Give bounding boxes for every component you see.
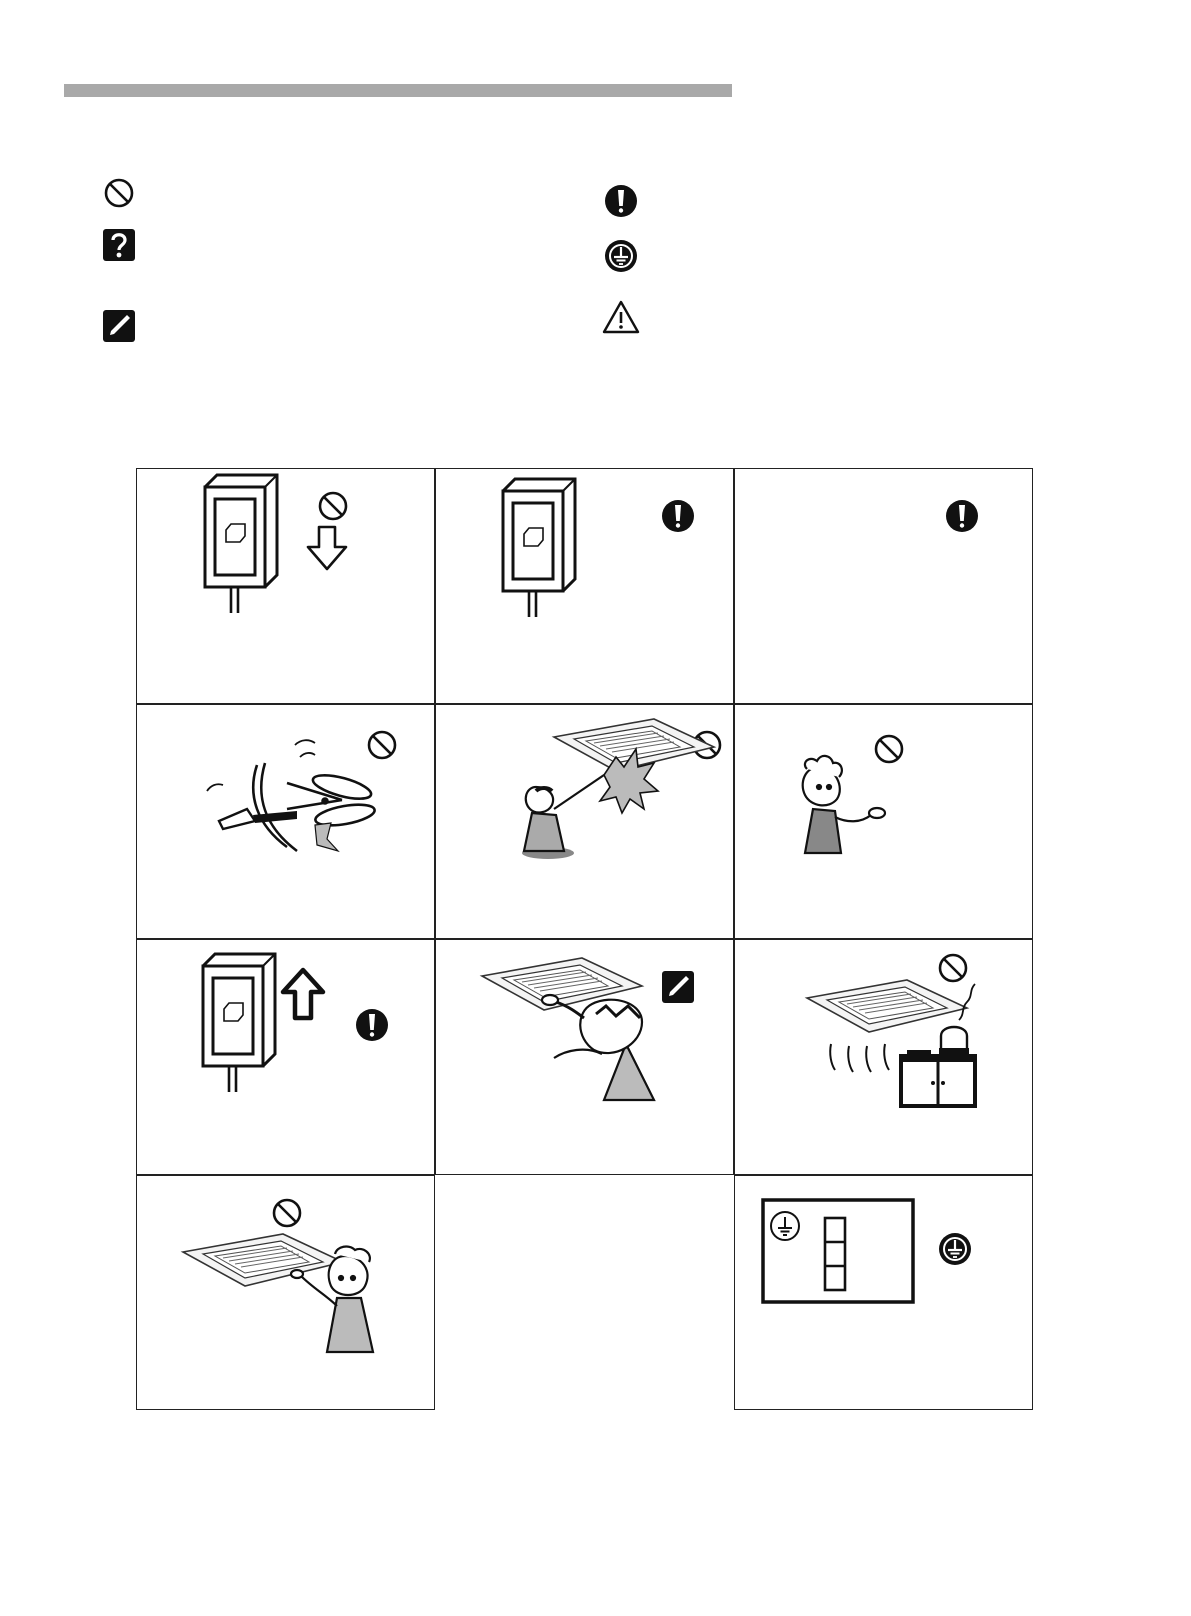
- person-icon: [542, 995, 654, 1100]
- cell-switch-off-prohibited: [136, 468, 435, 704]
- prohibited-icon: [99, 173, 139, 213]
- cell-do-not-operate-wet-hands: [734, 704, 1033, 939]
- cell-switch-on-mandatory: [136, 939, 435, 1175]
- cell-do-not-damage-cord: [136, 704, 435, 939]
- person-icon: [522, 775, 604, 859]
- arrow-down-icon: [308, 527, 346, 569]
- ceiling-unit-icon: [183, 1234, 343, 1286]
- prohibited-icon: [274, 1200, 300, 1226]
- cell-contact-service: [435, 939, 734, 1175]
- prohibited-icon: [369, 732, 395, 758]
- cell-grounding-required: [734, 1175, 1033, 1410]
- arrow-up-icon: [283, 970, 323, 1018]
- cell-switch-mandatory: [435, 468, 734, 704]
- person-icon: [803, 756, 885, 853]
- scissors-icon: [253, 763, 376, 851]
- section-header-bar: [64, 84, 732, 97]
- ground-icon: [601, 236, 641, 276]
- exclamation-icon: [601, 181, 641, 221]
- prohibited-icon: [876, 736, 902, 762]
- ceiling-unit-icon: [807, 980, 967, 1032]
- breaker-switch-icon: [203, 954, 275, 1092]
- cell-mandatory-note: [734, 468, 1033, 704]
- breaker-switch-icon: [503, 479, 575, 617]
- question-icon: [99, 225, 139, 265]
- prohibited-icon: [320, 493, 346, 519]
- cell-do-not-insert-objects: [435, 704, 734, 939]
- exclamation-icon: [946, 500, 978, 532]
- prohibited-icon: [940, 955, 966, 981]
- cell-do-not-expose-to-airflow: [136, 1175, 435, 1410]
- breaker-switch-icon: [205, 475, 277, 613]
- cell-blank: [435, 1175, 734, 1410]
- warning-triangle-icon: [601, 298, 641, 338]
- cell-no-combustion-appliance: [734, 939, 1033, 1175]
- ground-icon: [939, 1233, 971, 1265]
- exclamation-icon: [662, 500, 694, 532]
- ground-panel-icon: [763, 1200, 913, 1302]
- pen-icon: [99, 306, 139, 346]
- exclamation-icon: [356, 1009, 388, 1041]
- pen-icon: [662, 971, 694, 1003]
